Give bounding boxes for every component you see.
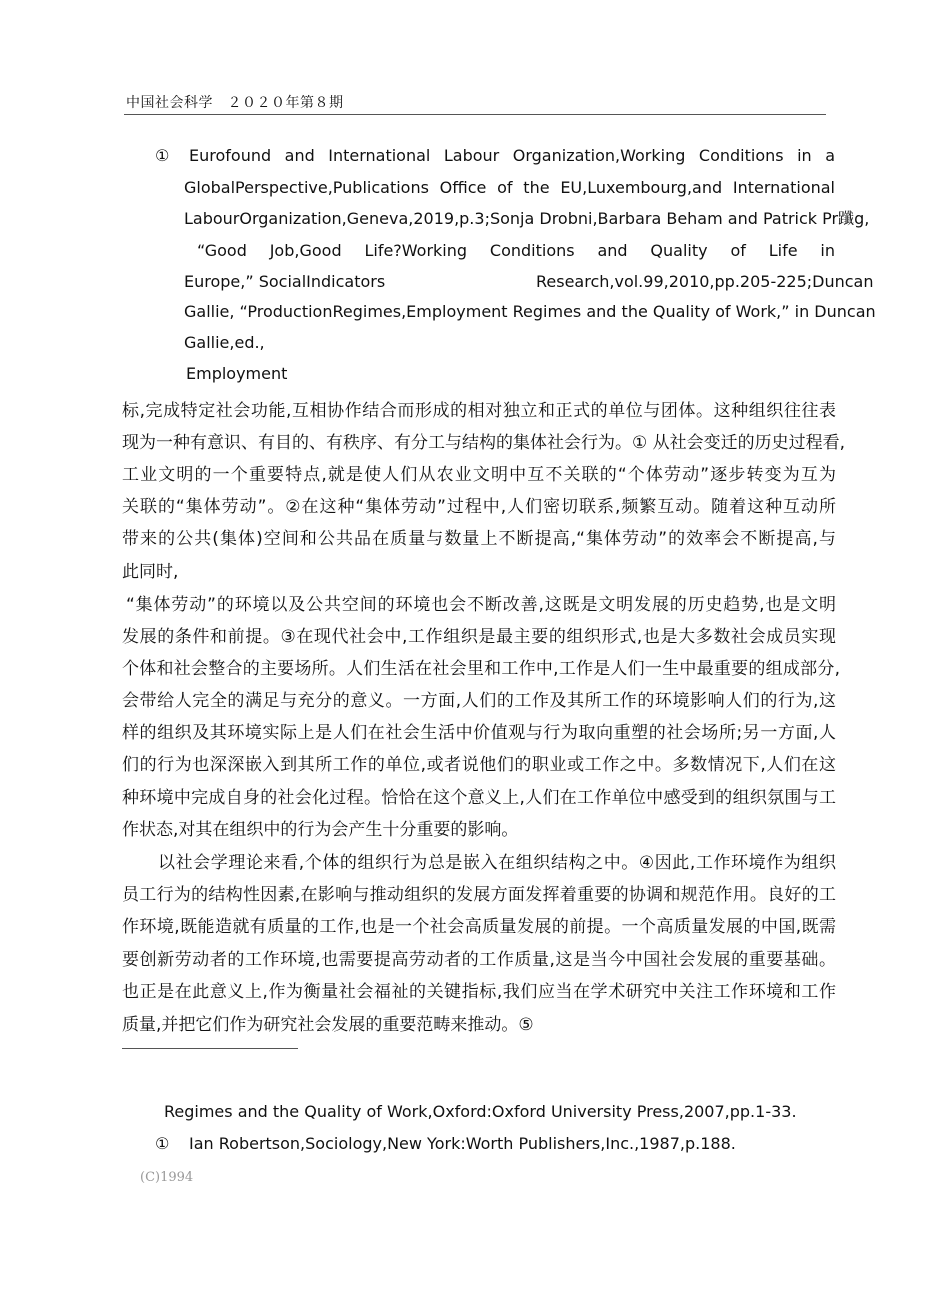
footnote-line: Research,vol.99,2010,pp.205-225;Duncan — [536, 272, 874, 291]
body-line: 种环境中完成自身的社会化过程。恰恰在这个意义上,人们在工作单位中感受到的组织氛围与工 — [122, 788, 836, 808]
header-rule — [124, 114, 826, 115]
body-line: 个体和社会整合的主要场所。人们生活在社会里和工作中,工作是人们一生中最重要的组成部分, — [122, 659, 840, 679]
body-line: 发展的条件和前提。③在现代社会中,工作组织是最主要的组织形式,也是大多数社会成员实现 — [122, 627, 836, 647]
body-line: 样的组织及其环境实际上是人们在社会生活中价值观与行为取向重塑的社会场所;另一方面,人 — [122, 723, 836, 743]
body-line: 要创新劳动者的工作环境,也需要提高劳动者的工作质量,这是当今中国社会发展的重要基础。 — [122, 950, 836, 970]
journal-header: 中国社会科学 ２０２０年第８期 — [126, 95, 344, 111]
copyright-watermark: (C)1994 — [140, 1170, 194, 1185]
footnote-line: Ian Robertson,Sociology,New York:Worth Publishers,Inc.,1987,p.188. — [189, 1134, 736, 1153]
footnote-line: Eurofound and International Labour Organization,Working Conditions in a — [189, 146, 835, 165]
footnote-line: Employment — [186, 364, 288, 383]
body-line: 此同时, — [122, 562, 179, 582]
footnote-line: “Good Job,Good Life?Working Conditions and Quality of Life in — [197, 241, 835, 260]
body-line: 现为一种有意识、有目的、有秩序、有分工与结构的集体社会行为。① 从社会变迁的历史过程看, — [122, 433, 846, 453]
footnote-marker: ① — [155, 1134, 170, 1153]
body-line: 也正是在此意义上,作为衡量社会福祉的关键指标,我们应当在学术研究中关注工作环境和工作 — [122, 982, 836, 1002]
body-line: 关联的“集体劳动”。②在这种“集体劳动”过程中,人们密切联系,频繁互动。随着这种互动所 — [122, 497, 836, 517]
footnote-line: Gallie, “ProductionRegimes,Employment Regimes and the Quality of Work,” in Duncan — [184, 302, 876, 321]
body-line: 质量,并把它们作为研究社会发展的重要范畴来推动。⑤ — [122, 1015, 534, 1035]
body-line: 会带给人完全的满足与充分的意义。一方面,人们的工作及其所工作的环境影响人们的行为,这 — [122, 691, 836, 711]
footnote-continuation: Regimes and the Quality of Work,Oxford:Oxford University Press,2007,pp.1-33. — [164, 1102, 797, 1121]
body-line: 工业文明的一个重要特点,就是使人们从农业文明中互不关联的“个体劳动”逐步转变为互为 — [122, 465, 836, 485]
body-line: 以社会学理论来看,个体的组织行为总是嵌入在组织结构之中。④因此,工作环境作为组织 — [158, 853, 836, 873]
body-line: 带来的公共(集体)空间和公共品在质量与数量上不断提高,“集体劳动”的效率会不断提高,与 — [122, 529, 836, 549]
footnote-line: Gallie,ed., — [184, 333, 265, 352]
footnote-line: GlobalPerspective,Publications Office of the EU,Luxembourg,and International — [184, 178, 835, 197]
body-line: 标,完成特定社会功能,互相协作结合而形成的相对独立和正式的单位与团体。这种组织往往表 — [122, 401, 836, 421]
body-line: 员工行为的结构性因素,在影响与推动组织的发展方面发挥着重要的协调和规范作用。良好的工 — [122, 885, 836, 905]
body-line: 作环境,既能造就有质量的工作,也是一个社会高质量发展的前提。一个高质量发展的中国,既需 — [122, 917, 836, 937]
footnote-rule — [122, 1048, 298, 1049]
footnote-line: Europe,” SocialIndicators — [184, 272, 386, 291]
footnote-marker: ① — [155, 146, 170, 165]
body-line: “集体劳动”的环境以及公共空间的环境也会不断改善,这既是文明发展的历史趋势,也是文明 — [126, 595, 836, 615]
body-line: 作状态,对其在组织中的行为会产生十分重要的影响。 — [122, 820, 519, 840]
footnote-line: LabourOrganization,Geneva,2019,p.3;Sonja Drobni,Barbara Beham and Patrick Pr𨇦g, — [184, 209, 870, 228]
body-line: 们的行为也深深嵌入到其所工作的单位,或者说他们的职业或工作之中。多数情况下,人们在这 — [122, 755, 836, 775]
